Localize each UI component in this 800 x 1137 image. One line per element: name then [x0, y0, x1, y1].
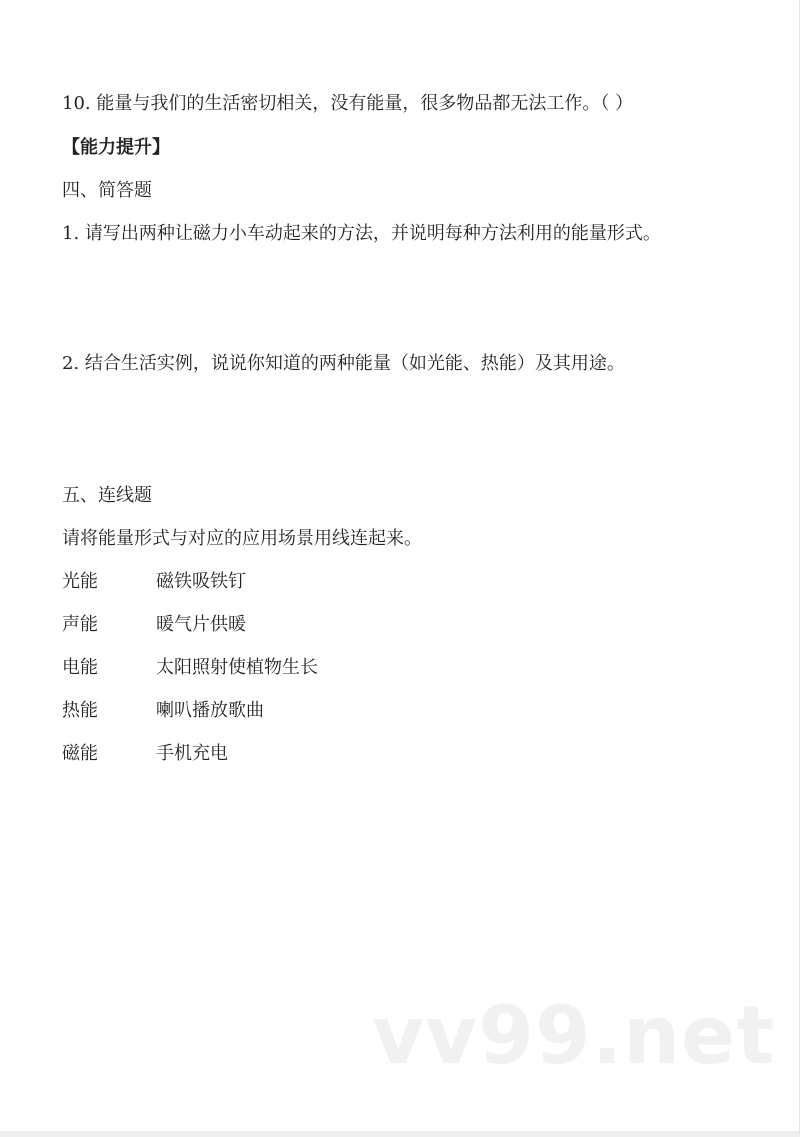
section-ability-heading: 【能力提升】	[62, 137, 170, 158]
matching-right-item: 喇叭播放歌曲	[156, 700, 264, 721]
watermark: vv99.net	[372, 989, 776, 1082]
short-answer-question-2: 2. 结合生活实例，说说你知道的两种能量（如光能、热能）及其用途。	[62, 353, 625, 374]
matching-right-item: 暖气片供暖	[156, 614, 246, 635]
question-10: 10. 能量与我们的生活密切相关，没有能量，很多物品都无法工作。（ ）	[62, 93, 634, 114]
matching-heading: 五、连线题	[62, 485, 152, 506]
matching-left-item: 磁能	[62, 743, 98, 764]
short-answer-question-1: 1. 请写出两种让磁力小车动起来的方法，并说明每种方法利用的能量形式。	[62, 223, 661, 244]
matching-left-item: 热能	[62, 700, 98, 721]
matching-right-item: 手机充电	[156, 743, 228, 764]
short-answer-heading: 四、简答题	[62, 180, 152, 201]
matching-right-item: 太阳照射使植物生长	[156, 657, 318, 678]
matching-left-item: 声能	[62, 614, 98, 635]
matching-right-item: 磁铁吸铁钉	[156, 571, 246, 592]
matching-left-item: 电能	[62, 657, 98, 678]
matching-instruction: 请将能量形式与对应的应用场景用线连起来。	[62, 528, 422, 549]
matching-left-item: 光能	[62, 571, 98, 592]
